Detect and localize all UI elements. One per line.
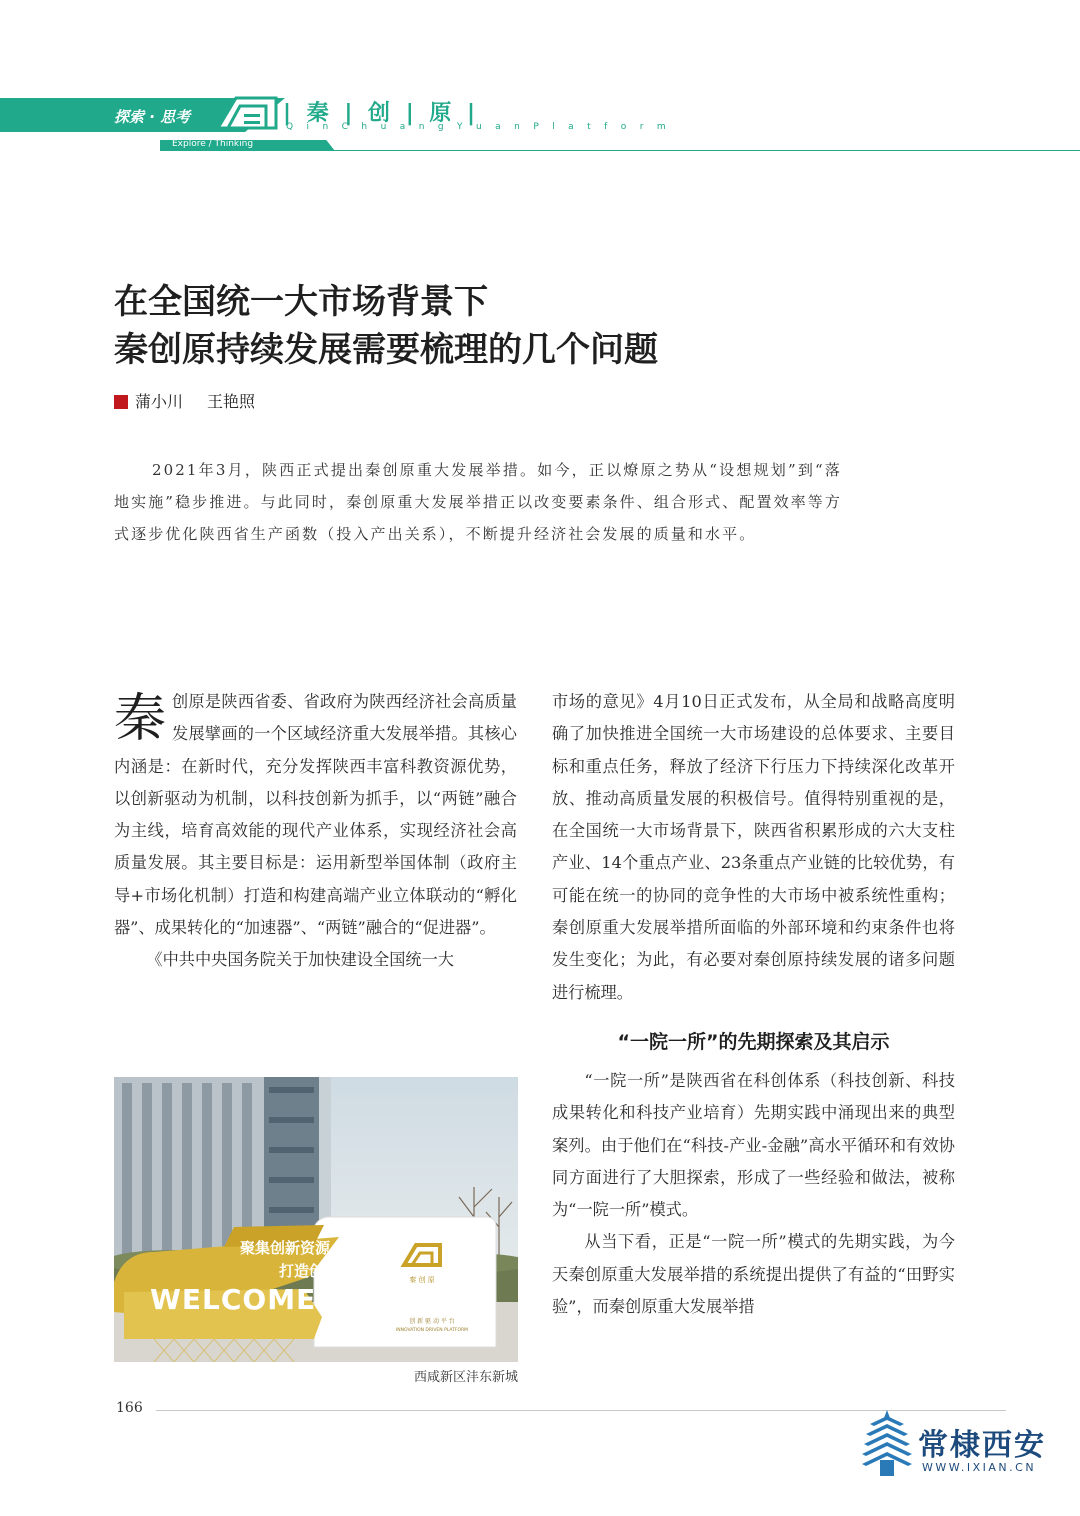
drop-cap: 秦	[114, 689, 167, 749]
sign-line-1: 聚集创新资源	[240, 1239, 331, 1257]
watermark-name: 常棣西安	[918, 1428, 1046, 1463]
sign-small-cn: 创 新 驱 动 平 台	[409, 1318, 455, 1325]
author-marker-icon	[114, 395, 128, 409]
watermark-url: WWW.IXIAN.CN	[922, 1461, 1037, 1474]
author-2: 王艳照	[207, 392, 256, 411]
paragraph	[114, 686, 517, 944]
header-band	[0, 96, 1080, 156]
author-line	[114, 389, 255, 412]
paragraph: 市场的意见》4月10日正式发布，从全局和战略高度明确了加快推进全国统一大市场建设的总体要求、主要目标和重点任务，释放了经济下行压力下持续深化改革开放、推动高质量发展的积极信号。值得特别重视的是，在全国统一大市场背景下，陕西省积累形成的六大支柱产业、14个重点产业、23条重点产业链的比较优势，有可能在统一的协同的竞争性的大市场中被系统性重构；秦创原重大发展举措所面临的外部环境和约束条件也将发生变化；为此，有必要对秦创原持续发展的诸多问题进行梳理。	[552, 692, 955, 1002]
page-number: 166	[116, 1400, 143, 1416]
section-label-en: Explore / Thinking	[172, 139, 254, 149]
photo-caption: 西咸新区沣东新城	[413, 1370, 518, 1385]
qinchuangyuan-logo-icon	[214, 96, 278, 130]
article-photo	[114, 1077, 518, 1362]
section-label: 探索 · 思考	[114, 108, 191, 126]
abstract: 2021年3月，陕西正式提出秦创原重大发展举措。如今，正以燎原之势从“设想规划”到“落地实施”稳步推进。与此同时，秦创原重大发展举措正以改变要素条件、组合形式、配置效率等方式逐步优化陕西省生产函数（投入产出关系），不断提升经济社会发展的质量和水平。	[114, 461, 842, 543]
brand-title: | 秦 | 创 | 原 |	[283, 101, 480, 126]
paragraph: “一院一所”是陕西省在科创体系（科技创新、科技成果转化和科技产业培育）先期实践中涌现出来的典型案列。由于他们在“科技-产业-金融”高水平循环和有效协同方面进行了大胆探索，形成了一些经验和做法，被称为“一院一所”模式。	[552, 1070, 955, 1220]
article-title	[114, 278, 974, 374]
sign-welcome: WELCOME	[150, 1283, 317, 1316]
sign-logo-text: 秦 创 原	[409, 1276, 435, 1284]
brand-subtitle-en: Q i n C h u a n g Y u a n P l a t f o r m	[286, 122, 671, 132]
section-heading: “一院一所”的先期探索及其启示	[617, 1030, 890, 1053]
title-line-1: 在全国统一大市场背景下	[114, 282, 488, 322]
pagoda-watermark-icon	[862, 1410, 912, 1476]
welcome-sign-illustration	[114, 1077, 518, 1362]
sign-line-3: 构建创新生态	[320, 1287, 411, 1305]
title-line-2: 秦创原持续发展需要梳理的几个问题	[114, 330, 658, 370]
paragraph: 《中共中央国务院关于加快建设全国统一大	[146, 950, 454, 970]
paragraph-text: 创原是陕西省委、省政府为陕西经济社会高质量发展擘画的一个区域经济重大发展举措。其核心内涵是：在新时代，充分发挥陕西丰富科教资源优势，以创新驱动为机制，以科技创新为抓手，以“两链”融合为主线，培育高效能的现代产业体系，实现经济社会高质量发展。其主要目标是：运用新型举国体制（政府主导+市场化机制）打造和构建高端产业立体联动的“孵化器”、成果转化的“加速器”、“两链”融合的“促进器”。	[114, 692, 517, 938]
body-column-right	[552, 686, 955, 1323]
paragraph: 从当下看，正是“一院一所”模式的先期实践，为今天秦创原重大发展举措的系统提出提供了有益的“田野实验”，而秦创原重大发展举措	[552, 1232, 955, 1317]
sign-line-2: 打造创新动能	[279, 1262, 370, 1280]
author-1: 蒲小川	[135, 392, 184, 411]
body-column-left	[114, 686, 517, 977]
sign-small-en: INNOVATION DRIVEN PLATFORM	[395, 1328, 469, 1333]
